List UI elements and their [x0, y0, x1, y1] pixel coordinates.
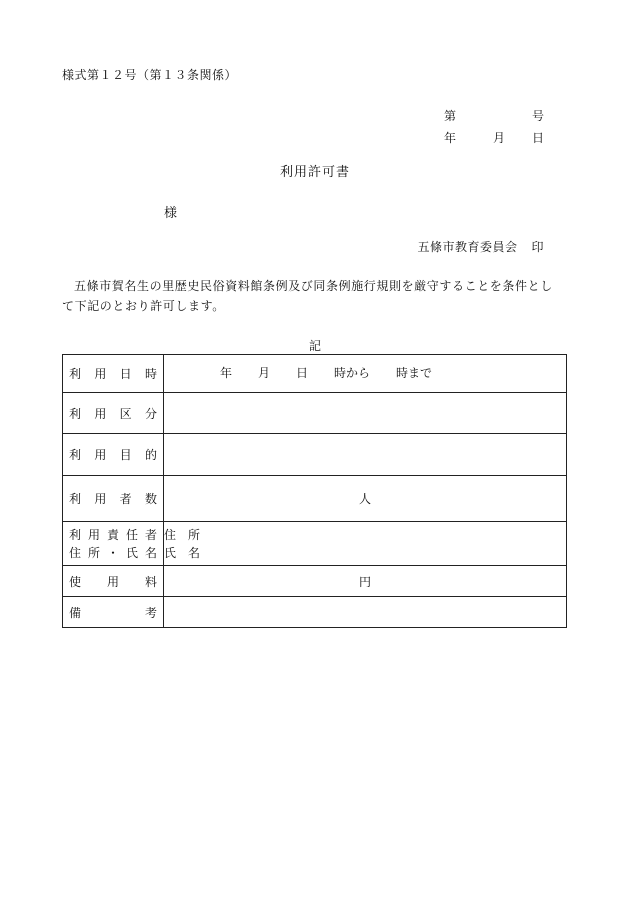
label-char: 用: [94, 367, 107, 381]
number-prefix: 第: [444, 108, 457, 123]
label-char: 利: [69, 492, 82, 506]
datetime-day: 日: [296, 365, 309, 380]
row-label: [63, 522, 164, 566]
label-char: 分: [144, 406, 157, 421]
date-year: 年: [444, 130, 457, 145]
label-char: 住: [69, 545, 82, 560]
label-char: 利: [69, 448, 82, 462]
table-row: [63, 522, 567, 566]
label-char: 氏: [125, 545, 138, 560]
label-user-count: [69, 490, 157, 507]
label-char: 責: [106, 527, 119, 542]
row-value: [164, 434, 567, 476]
datetime-year: 年: [220, 365, 233, 380]
ki-heading: 記: [308, 339, 321, 353]
label-char: 利: [69, 406, 82, 421]
addressee-suffix: 様: [164, 206, 178, 221]
document-number-row: [444, 104, 544, 126]
label-char: 所: [87, 545, 100, 560]
number-suffix: 号: [531, 108, 544, 123]
seal-mark: 印: [531, 240, 544, 254]
row-value-persons: 人: [164, 476, 567, 522]
datetime-until: 時まで: [396, 365, 433, 380]
issue-date-row: [444, 126, 544, 148]
table-row: [63, 476, 567, 522]
issuer-name: 五條市教育委員会: [417, 240, 518, 254]
label-char: 日: [119, 367, 132, 381]
label-char: 使: [69, 574, 82, 589]
document-title: 利用許可書: [279, 165, 350, 180]
label-char: 目: [119, 448, 132, 462]
datetime-fields: [164, 364, 566, 384]
row-label: [63, 476, 164, 522]
label-char: 者: [144, 527, 157, 542]
table-row: [63, 566, 567, 597]
table-row: [63, 597, 567, 628]
label-char: 利: [69, 527, 82, 542]
label-char: 任: [125, 527, 138, 542]
label-char: 考: [144, 605, 157, 620]
table-row: [63, 393, 567, 434]
label-char: 時: [144, 367, 157, 381]
permit-details-table: [62, 354, 567, 628]
label-char: 区: [119, 406, 132, 421]
label-char: 備: [69, 605, 82, 620]
row-label: [63, 566, 164, 597]
label-usage-fee: [69, 573, 157, 590]
label-usage-purpose: [69, 446, 157, 463]
address-line: 住 所: [164, 527, 201, 542]
row-value: [164, 393, 567, 434]
table-row: [63, 355, 567, 393]
document-number-block: [444, 104, 544, 148]
row-label: [63, 355, 164, 393]
date-day: 日: [531, 130, 544, 145]
label-char: 名: [144, 545, 157, 560]
label-char: 用: [94, 448, 107, 462]
row-label: [63, 597, 164, 628]
permit-statement: 五條市賀名生の里歴史民俗資料館条例及び同条例施行規則を厳守することを条件として下記のとおり許可します。: [62, 279, 553, 313]
label-char: 用: [106, 574, 119, 589]
label-remarks: [69, 604, 157, 621]
row-label: [63, 434, 164, 476]
date-month: 月: [492, 130, 505, 145]
datetime-month: 月: [258, 365, 271, 380]
row-value-yen: 円: [164, 566, 567, 597]
name-line: 氏 名: [164, 545, 201, 560]
datetime-from: 時から: [334, 365, 371, 380]
label-char: 者: [119, 492, 132, 506]
label-responsible-person: [69, 526, 157, 544]
label-usage-category: [69, 405, 157, 422]
row-value: [164, 597, 567, 628]
row-value-responsible: [164, 522, 567, 566]
row-label: [63, 393, 164, 434]
label-char: 用: [94, 492, 107, 506]
label-char: 数: [144, 492, 157, 506]
label-address-name: [69, 544, 157, 562]
label-usage-datetime: [69, 365, 157, 382]
row-value: [164, 355, 567, 393]
label-char: 利: [69, 367, 82, 381]
label-char: 用: [87, 527, 100, 542]
label-char: 用: [94, 406, 107, 421]
table-row: [63, 434, 567, 476]
label-char: 料: [144, 574, 157, 589]
label-char: ・: [106, 545, 119, 560]
issuer-block: [417, 238, 544, 255]
form-number-label: 様式第１２号（第１３条関係）: [62, 68, 238, 82]
label-char: 的: [144, 448, 157, 462]
